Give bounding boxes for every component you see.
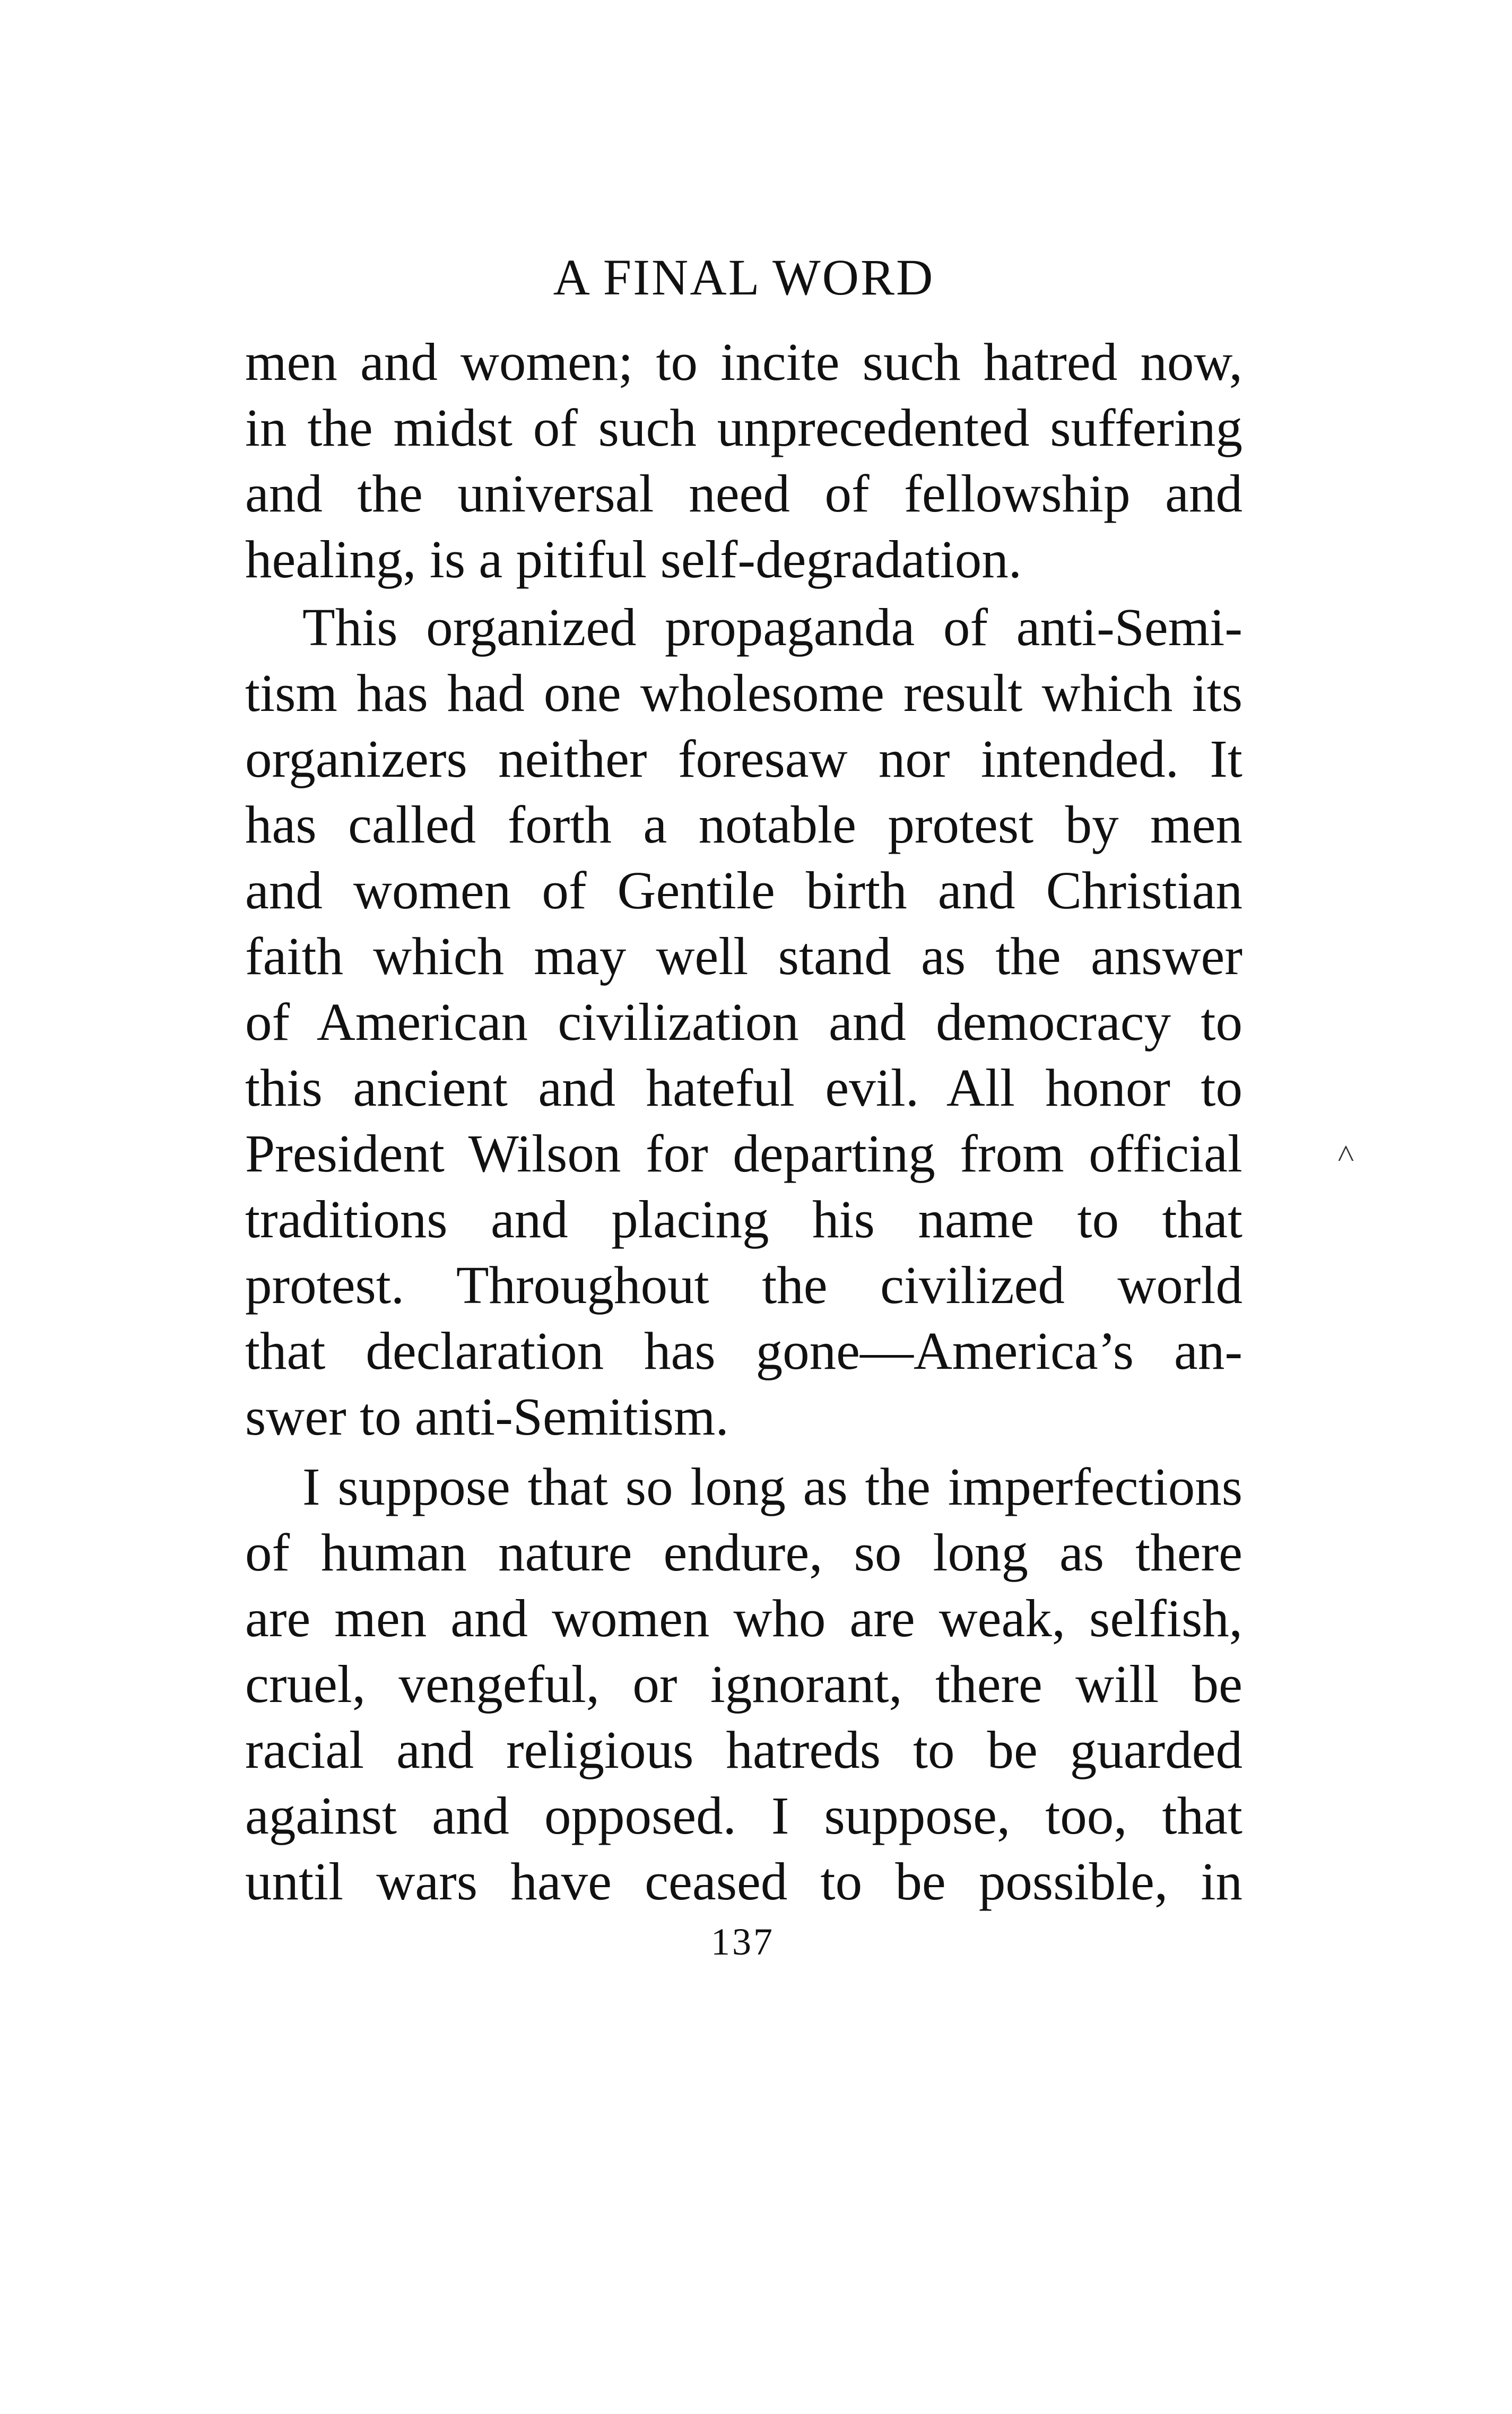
text-line: traditions and placing his name to that: [245, 1189, 1242, 1249]
text-line: tism has had one wholesome result which its: [245, 663, 1242, 723]
text-line: of American civilization and democracy to: [245, 992, 1242, 1052]
text-line: of human nature endure, so long as there: [245, 1523, 1242, 1582]
page-number: 137: [711, 1921, 775, 1963]
running-head: A FINAL WORD: [553, 249, 935, 306]
text-line: that declaration has gone—America’s an-: [245, 1321, 1242, 1380]
text-line: until wars have ceased to be possible, in: [245, 1852, 1242, 1911]
text-line: organizers neither foresaw nor intended. It: [245, 729, 1242, 788]
text-line: racial and religious hatreds to be guarded: [245, 1720, 1242, 1779]
paragraph-first-line: This organized propaganda of anti-Semi-: [302, 597, 1242, 657]
text-line: and women of Gentile birth and Christian: [245, 861, 1242, 920]
text-line: has called forth a notable protest by men: [245, 795, 1242, 854]
paragraph-first-line: I suppose that so long as the imperfections: [302, 1457, 1242, 1516]
pencil-mark: ˄: [1337, 1136, 1355, 1171]
text-line: healing, is a pitiful self-degradation.: [245, 529, 1022, 589]
text-line: protest. Throughout the civilized world: [245, 1255, 1242, 1315]
text-line: are men and women who are weak, selfish,: [245, 1588, 1242, 1648]
text-line: faith which may well stand as the answer: [245, 926, 1242, 986]
text-line: swer to anti-Semitism.: [245, 1387, 729, 1446]
text-line: against and opposed. I suppose, too, that: [245, 1786, 1242, 1845]
text-line: in the midst of such unprecedented suffering: [245, 398, 1242, 457]
text-line: men and women; to incite such hatred now,: [245, 332, 1242, 392]
text-line: cruel, vengeful, or ignorant, there will be: [245, 1654, 1242, 1714]
text-line: President Wilson for departing from official: [245, 1124, 1242, 1183]
text-line: and the universal need of fellowship and: [245, 464, 1242, 523]
text-line: this ancient and hateful evil. All honor to: [245, 1058, 1242, 1117]
